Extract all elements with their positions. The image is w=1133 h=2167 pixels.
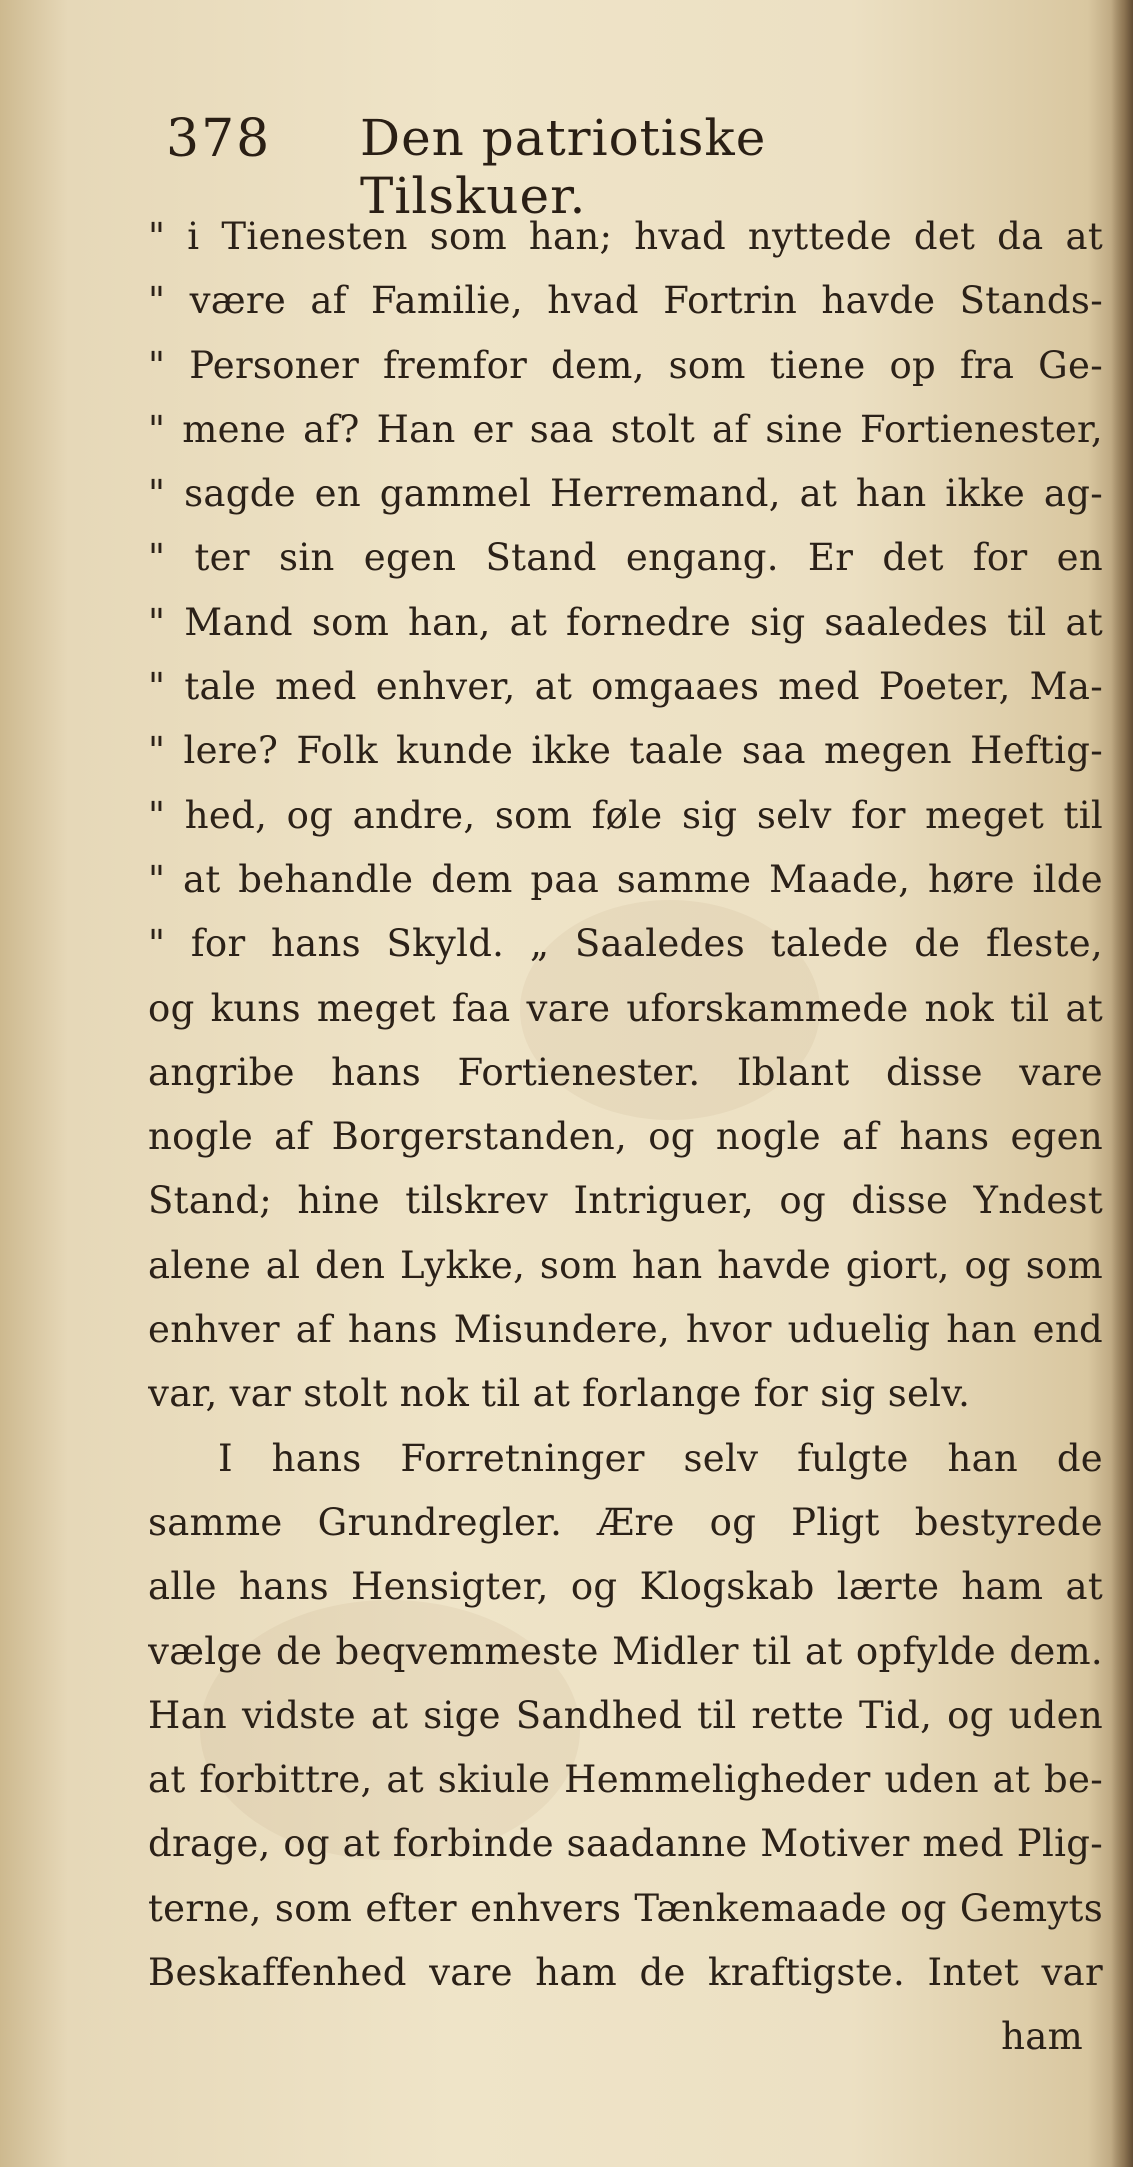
text-line: drage, og at forbinde saadanne Motiver med Plig- [148,1822,1103,1866]
text-line: " mene af? Han er saa stolt af sine Fortienester, [148,407,1103,451]
text-line: og kuns meget faa vare uforskammede nok til at [148,986,1103,1030]
text-line: " være af Familie, hvad Fortrin havde Stands- [148,279,1103,323]
text-line: " for hans Skyld. „ Saaledes talede de fleste, [148,922,1103,966]
text-line: " ter sin egen Stand engang. Er det for en [148,536,1103,580]
page-number: 378 [166,109,272,169]
text-line: " i Tienesten som han; hvad nyttede det da at [148,215,1103,258]
text-line: samme Grundregler. Ære og Pligt bestyrede [148,1500,1103,1544]
text-line: vælge de beqvemmeste Midler til at opfylde dem. [148,1629,1103,1673]
text-line: enhver af hans Misundere, hvor uduelig han end [148,1308,1103,1352]
text-line: at forbittre, at skiule Hemmeligheder uden at be- [148,1758,1103,1802]
running-title: Den patriotiske Tilskuer. [360,109,767,225]
text-line: alene al den Lykke, som han havde giort, og som [148,1243,1103,1287]
page-edge-shadow [1111,0,1133,2167]
body-text [148,205,1103,2070]
text-line: " hed, og andre, som føle sig selv for meget til [148,793,1103,837]
paragraph-start-line: I hans Forretninger selv fulgte han de [218,1436,1103,1480]
text-line: Beskaffenhed vare ham de kraftigste. Intet var [148,1951,1103,1995]
text-line: " tale med enhver, at omgaaes med Poeter, Ma- [148,665,1103,709]
text-line: angribe hans Fortienester. Iblant disse vare [148,1050,1103,1094]
text-line: " Personer fremfor dem, som tiene op fra Ge- [148,343,1103,387]
text-line: " lere? Folk kunde ikke taale saa megen Heftig- [148,729,1103,773]
text-line: " at behandle dem paa samme Maade, høre ilde [148,857,1103,901]
catchword: ham [1001,2015,1083,2059]
text-line: " Mand som han, at fornedre sig saaledes til at [148,600,1103,644]
text-line: Han vidste at sige Sandhed til rette Tid, og uden [148,1693,1103,1737]
text-line: " sagde en gammel Herremand, at han ikke ag- [148,472,1103,516]
text-line: terne, som efter enhvers Tænkemaade og Gemyts [148,1886,1103,1930]
text-line: alle hans Hensigter, og Klogskab lærte ham at [148,1565,1103,1609]
text-line: Stand; hine tilskrev Intriguer, og disse Yndest [148,1179,1103,1223]
page-header [160,105,980,225]
text-line: nogle af Borgerstanden, og nogle af hans egen [148,1115,1103,1159]
text-line: var, var stolt nok til at forlange for sig selv. [148,1372,971,1416]
